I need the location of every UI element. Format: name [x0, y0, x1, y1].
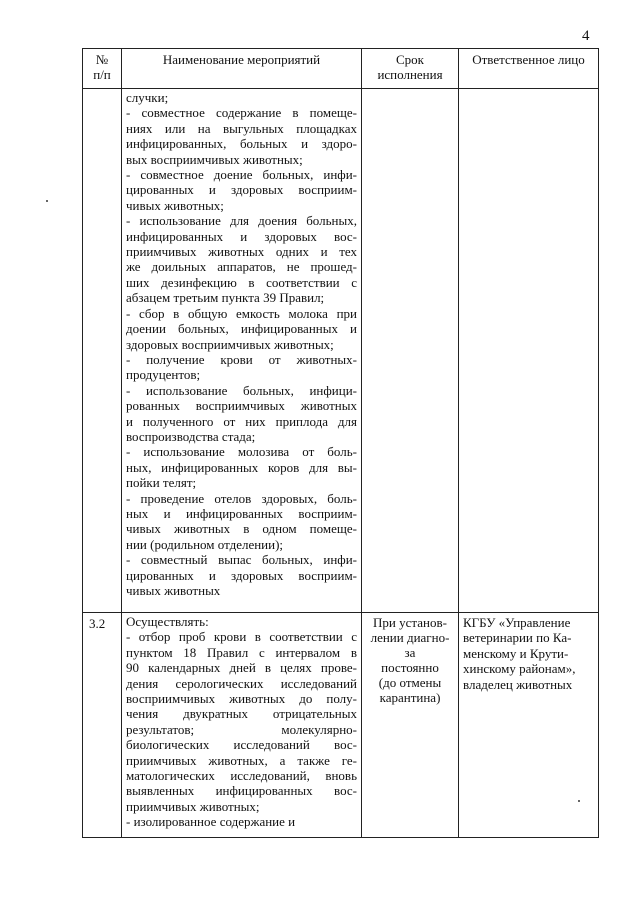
text-line: - проведение отелов здоровых, боль- — [126, 490, 357, 506]
text-line: ветеринарии по Ка- — [463, 630, 572, 646]
text-line: инфицированных и здоровых вос- — [126, 228, 357, 244]
text-line: выявленных инфицированных вос- — [126, 783, 357, 799]
responsible-cell — [459, 613, 599, 838]
text-line: и полученного от них приплода для — [126, 413, 357, 429]
header-responsible: Ответственное лицо — [459, 49, 599, 89]
responsible-cell — [459, 89, 599, 613]
text-line: рованных восприимчивых животных — [126, 398, 357, 414]
text-line: вых восприимчивых животных; — [126, 151, 303, 167]
text-line: - изолированное содержание и — [126, 814, 296, 830]
scan-speck — [578, 800, 580, 802]
text-line: - сбор в общую емкость молока при — [126, 305, 357, 321]
text-line: 90 календарных дней в целях прове- — [126, 660, 357, 676]
text-line: абзацем третьим пункта 39 Правил; — [126, 290, 325, 306]
text-line: пунктом 18 Правил с интервалом в — [126, 644, 357, 660]
term-cell — [362, 89, 459, 613]
text-line: - отбор проб крови в соответствии с — [126, 629, 357, 645]
text-line: матологических исследований, вновь — [126, 768, 357, 784]
text-line: (до отмены — [378, 675, 442, 690]
text-line: воспроизводства стада; — [126, 428, 256, 444]
page-number: 4 — [582, 28, 590, 44]
text-line: менскому и Крути- — [463, 645, 569, 661]
text-line: - совместный выпас больных, инфи- — [126, 552, 357, 568]
text-line: лении диагно- — [370, 630, 450, 645]
text-line: приимчивых животных одних и тех — [126, 244, 357, 260]
scan-speck — [46, 200, 48, 202]
text-line: ных, инфицированных коров для вы- — [126, 459, 357, 475]
text-line: случки; — [126, 90, 169, 105]
text-line: чивых животных в одном помеще- — [126, 521, 357, 537]
text-line: - использование для доения больных, — [126, 213, 357, 229]
text-line: доении больных, инфицированных и — [126, 321, 357, 337]
text-line: карантина) — [379, 690, 441, 705]
text-line: ных и инфицированных восприим- — [126, 505, 357, 521]
text-line: за — [404, 645, 416, 660]
text-line: биологических исследований вос- — [126, 737, 357, 753]
text-line: чивых животных — [126, 583, 221, 598]
row-number-cell — [83, 89, 122, 613]
header-term: Срок исполнения — [362, 49, 459, 89]
text-line: восприимчивых животных до полу- — [126, 691, 357, 707]
text-line: постоянно — [381, 660, 439, 675]
text-line: владелец животных — [463, 676, 573, 692]
text-line: ших дезинфекцию в соответствии с — [126, 274, 357, 290]
text-line: - совместное содержание в помеще- — [126, 105, 357, 121]
text-line: чивых животных; — [126, 197, 224, 213]
text-line: хинскому районам», — [463, 661, 576, 677]
text-line: цированных и здоровых восприим- — [126, 182, 357, 198]
text-line: же доильных аппаратов, не прошед- — [126, 259, 357, 275]
text-line: - использование больных, инфици- — [126, 382, 357, 398]
text-line: здоровых восприимчивых животных; — [126, 336, 334, 352]
term-cell — [362, 613, 459, 838]
table-row — [83, 89, 599, 613]
text-line: пойки телят; — [126, 475, 197, 491]
header-number: № п/п — [83, 49, 122, 89]
text-line: КГБУ «Управление — [463, 615, 571, 630]
text-line: чения двукратных отрицательных — [126, 706, 357, 722]
text-line: ниях или на выгульных площадках — [126, 120, 357, 136]
text-line: приимчивых животных, а также ге- — [126, 752, 357, 768]
text-line: - получение крови от животных- — [126, 351, 357, 367]
text-line: - использование молозива от боль- — [126, 444, 357, 460]
text-line: Осуществлять: — [126, 614, 209, 629]
text-line: цированных и здоровых восприим- — [126, 567, 357, 583]
text-line: - совместное доение больных, инфи- — [126, 167, 357, 183]
text-line: результатов; молекулярно- — [126, 721, 357, 737]
measures-cell — [122, 89, 362, 613]
header-measures: Наименование мероприятий — [122, 49, 362, 89]
text-line: дения серологических исследований — [126, 675, 357, 691]
text-line: продуцентов; — [126, 367, 201, 383]
table-header-row — [83, 49, 599, 89]
text-line: нии (родильном отделении); — [126, 536, 284, 552]
table-row — [83, 613, 599, 838]
row-number-cell: 3.2 — [83, 613, 122, 838]
measures-cell — [122, 613, 362, 838]
text-line: приимчивых животных; — [126, 798, 260, 814]
measures-table — [82, 48, 599, 838]
text-line: При установ- — [373, 615, 447, 630]
text-line: инфицированных, больных и здоро- — [126, 136, 357, 152]
